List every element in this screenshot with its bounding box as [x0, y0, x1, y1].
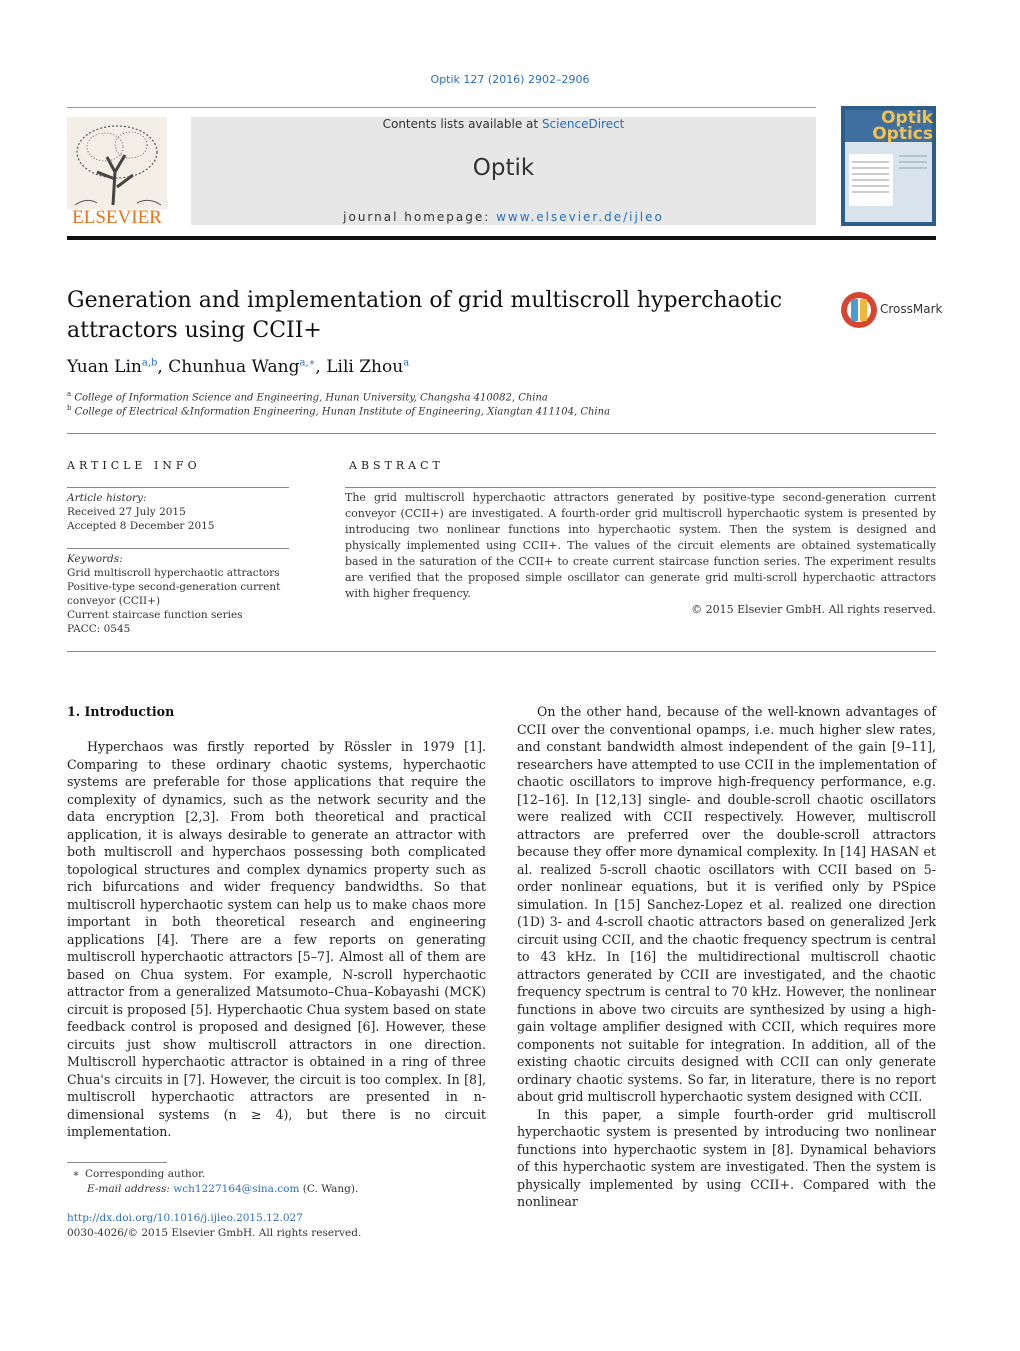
corresponding-note [67, 1167, 486, 1182]
header-rule [67, 107, 816, 108]
corresponding-label: Corresponding author. [85, 1168, 206, 1180]
affiliation-text: College of Information Science and Engineering, Hunan University, Changsha 410082, China [74, 392, 548, 404]
keyword: Positive-type second-generation current [67, 581, 281, 593]
keyword: PACC: 0545 [67, 623, 131, 635]
footnote [67, 1167, 486, 1197]
doi-block [67, 1211, 361, 1241]
keywords-label: Keywords: [67, 553, 123, 565]
divider [67, 487, 289, 488]
doi-link[interactable]: http://dx.doi.org/10.1016/j.ijleo.2015.12.027 [67, 1212, 303, 1224]
author-list: Yuan Lin$^{a,b}$, Chunhua Wang$^{a,∗}$, Lili Zhou$^a$ [67, 357, 410, 377]
right-column [517, 703, 936, 1211]
history-label: Article history: [67, 492, 147, 504]
crossmark-label: CrossMark [880, 302, 943, 316]
left-column [67, 738, 486, 1141]
received-date: Received 27 July 2015 [67, 506, 186, 518]
accepted-date: Accepted 8 December 2015 [67, 520, 215, 532]
journal-homepage [191, 210, 816, 224]
author-affil-sup[interactable]: a,∗ [299, 357, 316, 369]
contents-prefix: Contents lists available at [382, 117, 542, 131]
affiliation [67, 404, 610, 417]
affiliation-sup: a [67, 390, 72, 398]
footnote-rule [67, 1162, 167, 1163]
abstract-copyright: © 2015 Elsevier GmbH. All rights reserved. [691, 603, 936, 616]
divider [67, 651, 936, 652]
author-name[interactable]: Chunhua Wang [168, 357, 300, 377]
section-heading: 1. Introduction [67, 704, 175, 719]
cover-title: Optik Optics [872, 108, 933, 144]
email-line [67, 1182, 486, 1197]
author-name[interactable]: Lili Zhou [326, 357, 404, 377]
journal-citation[interactable]: Optik 127 (2016) 2902–2906 [430, 73, 590, 86]
sciencedirect-link[interactable]: ScienceDirect [541, 117, 625, 131]
article-title: Generation and implementation of grid multiscroll hyperchaotic attractors using CCII+ [67, 288, 783, 343]
header-thick-rule [67, 236, 936, 240]
issn-line: 0030-4026/© 2015 Elsevier GmbH. All rights reserved. [67, 1227, 362, 1239]
keyword: Current staircase function series [67, 609, 243, 621]
journal-name: Optik [472, 155, 535, 181]
paragraph: In this paper, a simple fourth-order grid multiscroll hyperchaotic system is presented by introducing two nonlinear functions into hyperchaotic system in [8]. Dynamical behaviors of this hyperchaotic system are investigated. Then the system is physically implemented by using CCII+. Compared with the nonlinear [517, 1106, 936, 1209]
author-name[interactable]: Yuan Lin [67, 357, 142, 377]
abstract-text: The grid multiscroll hyperchaotic attractors generated by positive-type second-generation current conveyor (CCII+) are investigated. A fourth-order grid multiscroll hyperchaotic system is presented by introducing two nonlinear functions into hyperchaotic system. Then the system is designed and physically implemented using CCII+. The values of the circuit elements are obtained systematically based in the saturation of the CCII+ to create current staircase function series. The experiment results are verified that the proposed simple oscillator can generate grid multi-scroll hyperchaotic attractors with higher frequency. [345, 491, 936, 600]
author-affil-sup[interactable]: a,b [141, 357, 158, 369]
paragraph: On the other hand, because of the well-known advantages of CCII over the conventional opamps, i.e. much higher slew rates, and constant bandwidth almost independent of the gain [9–11], researchers have attempted to use CCII in the implementation of chaotic oscillators to improve high-frequency performance, e.g. [12–16]. In [12,13] single- and double-scroll chaotic oscillators were realized with CCII respectively. However, multiscroll attractors are preferred over the double-scroll attractors because they offer more dynamical complexity. In [14] HASAN et al. realized 5-scroll chaotic oscillators with CCII based on 5-order nonlinear equations, but it is verified only by PSpice simulation. In [15] Sanchez-Lopez et al. realized one direction (1D) 3- and 4-scroll chaotic attractors based on generalized Jerk circuit using CCII, and the chaotic frequency spectrum is central to 43 kHz. In [16] the multidirectional multiscroll chaotic attractors generated by CCII are investigated, and the chaotic frequency spectrum is central to 70 kHz. However, the nonlinear functions in above two circuits are synthesized by using a high-gain voltage amplifier designed with CCII, which requires more components not suitable for integration. In addition, all of the existing chaotic circuits designed with CCII can only generate ordinary chaotic systems. So far, in literature, there is no report about grid multiscroll hyperchaotic system designed with CCII. [517, 704, 936, 1104]
affiliation-text: College of Electrical &Information Engineering, Hunan Institute of Engineering, Xiangtan 411104, China [74, 406, 611, 418]
article-info-heading: ARTICLE INFO [67, 459, 201, 472]
journal-cover [841, 106, 936, 226]
paragraph: Hyperchaos was firstly reported by Rössler in 1979 [1]. Comparing to these ordinary chaotic systems, hyperchaotic systems are preferable for those applications that require the complexity of dynamics, such as the network security and the data encryption [2,3]. From both theoretical and practical application, it is always desirable to generate an attractor with both multiscroll and hyperchaos possessing both complicated topological structures and complex dynamics property such as rich bifurcations and wider frequency bandwidths. So that multiscroll hyperchaotic system can help us to make chaos more important in both theoretical research and engineering applications [4]. There are a few reports on generating multiscroll hyperchaotic attractors [5–7]. Almost all of them are based on Chua system. For example, N-scroll hyperchaotic attractor from a generalized Matsumoto–Chua–Kobayashi (MCK) circuit is proposed [5]. Hyperchaotic Chua system based on state feedback control is proposed and designed [6]. However, these circuits just show multiscroll attractors in one direction. Multiscroll hyperchaotic attractor is obtained in a ring of three Chua's circuits in [7]. However, the circuit is too complex. In [8], multiscroll hyperchaotic attractors are presented in n-dimensional systems (n ≥ 4), but there is no circuit implementation. [67, 739, 486, 1139]
author-affil-sup[interactable]: a [403, 357, 410, 369]
footnote-star: ∗ [72, 1168, 80, 1180]
affiliation [67, 390, 548, 403]
crossmark-icon [840, 291, 878, 329]
divider [67, 433, 936, 434]
email-link[interactable]: wch1227164@sina.com [173, 1183, 300, 1195]
divider [345, 487, 936, 488]
email-suffix: (C. Wang). [299, 1183, 359, 1195]
keyword: Grid multiscroll hyperchaotic attractors [67, 567, 280, 579]
elsevier-wordmark: ELSEVIER [72, 207, 162, 228]
keyword: conveyor (CCII+) [67, 595, 161, 607]
homepage-link[interactable]: www.elsevier.de/ijleo [496, 210, 664, 224]
contents-line [191, 117, 816, 131]
divider [67, 548, 289, 549]
keywords [67, 552, 289, 636]
homepage-prefix: journal homepage: [343, 210, 497, 224]
abstract-heading: ABSTRACT [349, 459, 444, 472]
crossmark-badge[interactable] [840, 291, 943, 329]
article-history [67, 491, 289, 533]
email-label: E-mail address: [87, 1183, 174, 1195]
affiliation-sup: b [67, 404, 72, 412]
elsevier-logo [67, 117, 167, 227]
